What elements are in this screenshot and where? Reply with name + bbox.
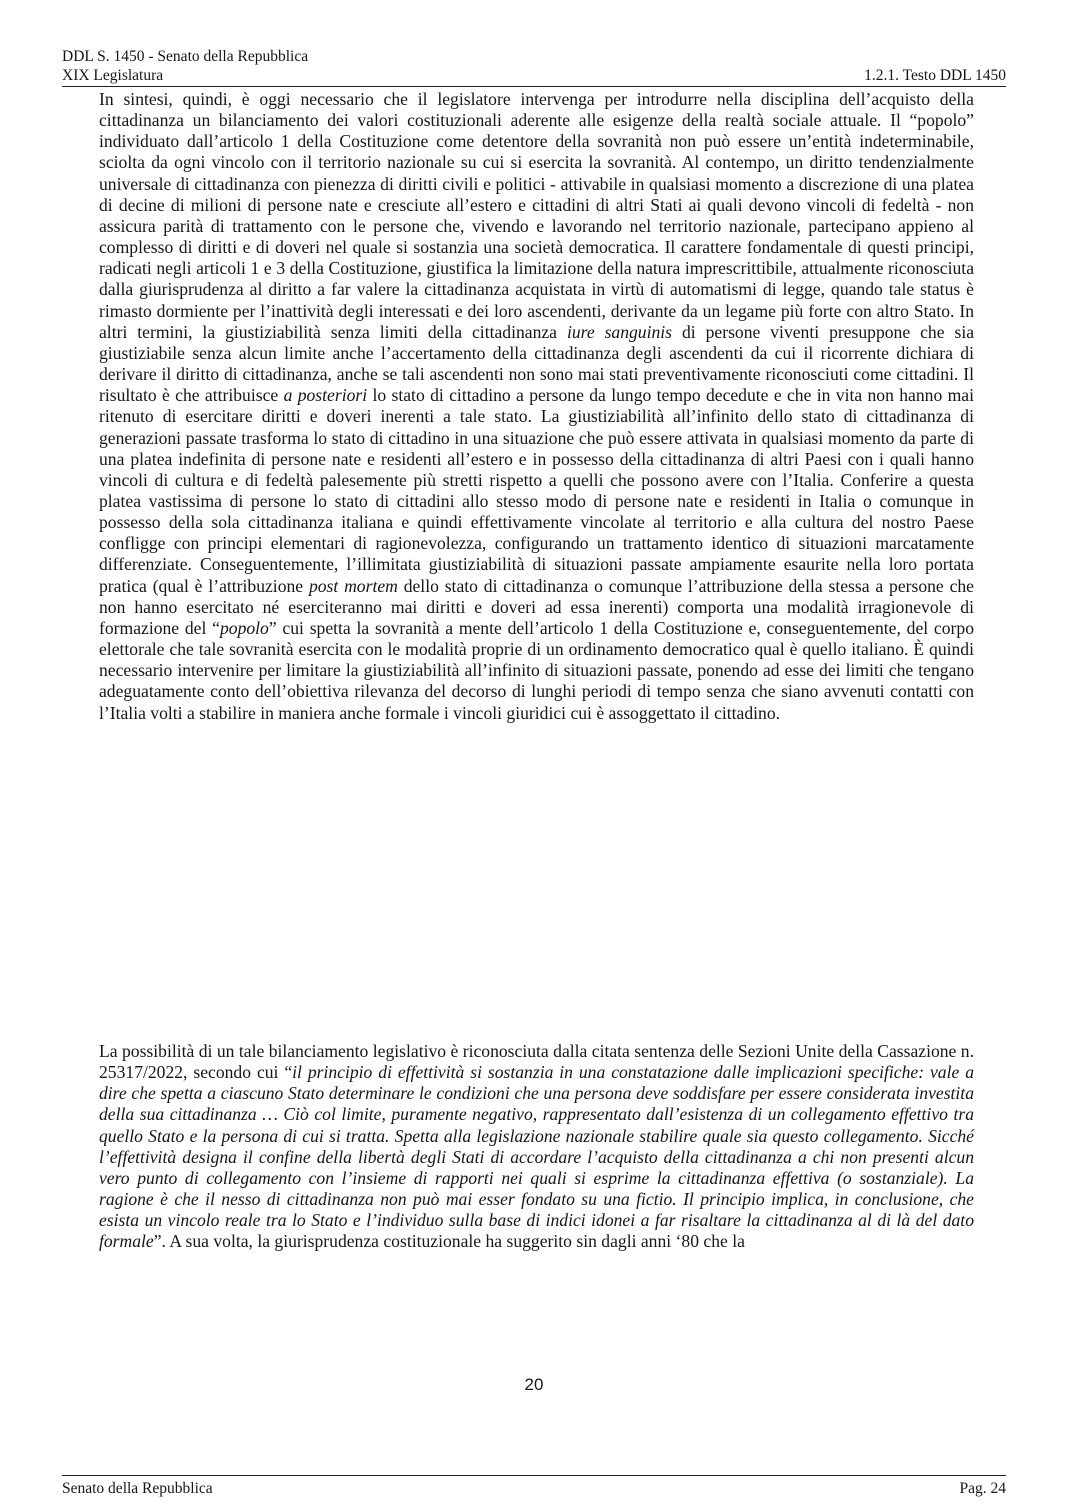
paragraph-1-text-4: dello stato di cittadinanza o comunque l’attribuzione della stessa a persone che non hanno esercitato né eserciteranno mai diritti e doveri ad essa inerenti) comporta una modalità irragionevole di formazione del “ [99, 575, 974, 638]
paragraph-1-text-5: ” cui spetta la sovranità a mente dell’articolo 1 della Costituzione e, conseguentemente, del corpo elettorale che tale sovranità esercita con le modalità proprie di un ordinamento democratico qual è quello italiano. È quindi necessario intervenire per limitare la giustiziabilità all’infinito di situazioni passate, ponendo ad esse dei limiti che tengano adeguatamente conto dell’obiettiva rilevanza del decorso di lunghi periodi di tempo senza che siano avvenuti contatti con l’Italia volti a stabilire in maniera anche formale i vincoli giuridici cui è assoggettato il cittadino. [99, 617, 974, 723]
paragraph-2-text-2: ”. A sua volta, la giurisprudenza costituzionale ha suggerito sin dagli anni ‘80 che la [153, 1231, 745, 1252]
paragraph-1-italic-3: post mortem [308, 575, 398, 596]
footer-divider [62, 1475, 1006, 1476]
paragraph-2-text-1: La possibilità di un tale bilanciamento legislativo è riconosciuta dalla citata sentenza delle Sezioni Unite della Cassazione n. 25317/2022, secondo cui “ [99, 1041, 974, 1083]
paragraph-1-text-2: di persone viventi presuppone che sia giustiziabile senza alcun limite anche l’accertamento della cittadinanza degli ascendenti da cui il ricorrente dichiara di derivare il diritto di cittadinanza, anche se tali ascendenti non sono mai stati preventivamente riconosciuti come cittadini. Il risultato è che attribuisce [99, 321, 975, 406]
paragraph-1-italic-2: a posteriori [283, 385, 368, 406]
footer [62, 1480, 1006, 1498]
inner-page-number: 20 [524, 1375, 544, 1394]
paragraph-1-text-1: In sintesi, quindi, è oggi necessario che il legislatore intervenga per introdurre nella disciplina dell’acquisto della cittadinanza un bilanciamento dei valori costituzionali aderente alle esigenze della realtà sociale attuale. Il “popolo” individuato dall’articolo 1 della Costituzione come detentore della sovranità non può essere un’entità indeterminabile, sciolta da ogni vincolo con il territorio nazionale su cui si esercita la sovranità. Al contempo, un diritto tendenzialmente universale di cittadinanza con pienezza di diritti civili e politici - attivabile in qualsiasi momento a discrezione di una platea di decine di milioni di persone nate e cresciute all’estero e cittadini di altri Stati ai quali devono vincoli di fedeltà - non assicura parità di trattamento con le persone che, vivendo e lavorando nel territorio nazionale, partecipano appieno al complesso di diritti e di doveri nel quale si sostanzia una società democratica. Il carattere fondamentale di questi principi, radicati negli articoli 1 e 3 della Costituzione, giustifica la limitazione della natura imprescrittibile, attualmente riconosciuta dalla giurisprudenza al diritto a far valere la cittadinanza acquistata in virtù di automatismi di legge, quando tale status è rimasto dormiente per l’inattività degli interessati e dei loro ascendenti, derivante da un legame più forte con altro Stato. In altri termini, la giustiziabilità senza limiti della cittadinanza [99, 89, 974, 342]
header-section: 1.2.1. Testo DDL 1450 [864, 67, 1006, 84]
footer-page: Pag. 24 [959, 1480, 1006, 1497]
paragraph-2 [99, 1041, 974, 1253]
header-legislature: XIX Legislatura [62, 67, 164, 84]
footer-left: Senato della Repubblica [62, 1480, 213, 1497]
document-title [62, 48, 1006, 66]
paragraph-1-italic-4: popolo [219, 617, 269, 638]
header-title: DDL S. 1450 - Senato della Repubblica [62, 48, 309, 65]
header-row [62, 67, 1006, 85]
paragraph-1-text-3: lo stato di cittadino a persone da lungo tempo decedute e che in vita non hanno mai ritenuto di esercitare diritti e doveri inerenti a tale stato. La giustiziabilità all’infinito dello stato di cittadinanza di generazioni passate trasforma lo stato di cittadino in una situazione che può essere attivata in qualsiasi momento da parte di una platea indefinita di persone nate e residenti all’estero e in possesso della cittadinanza di altri Paesi con i quali hanno vincoli di cultura e di fedeltà palesemente più stretti rispetto a quelli che possono avere con l’Italia. Conferire a questa platea vastissima di persone lo stato di cittadini allo stesso modo di persone nate e residenti in Italia o comunque in possesso della sola cittadinanza italiana e quindi effettivamente vincolate al territorio e alla cultura del nostro Paese confligge con principi elementari di ragionevolezza, configurando un trattamento identico di situazioni marcatamente differenziate. Conseguentemente, l’illimitata giustiziabilità di situazioni passate ampiamente esaurite nella loro portata pratica (qual è l’attribuzione [99, 385, 974, 596]
paragraph-1 [99, 89, 974, 724]
paragraph-2-quote: il principio di effettività si sostanzia in una constatazione dalle implicazioni specifiche: vale a dire che spetta a ciascuno Stato determinare le condizioni che una persona deve soddisfare per essere considerata investita della sua cittadinanza … Ciò col limite, puramente negativo, rappresentato dall’esistenza di un collegamento effettivo tra quello Stato e la persona di cui si tratta. Spetta alla legislazione nazionale stabilire quale sia questo collegamento. Sicché l’effettività designa il confine della libertà degli Stati di accordare l’acquisto della cittadinanza a chi non presenti alcun vero punto di collegamento con l’insieme di rapporti nei quali si esprime la cittadinanza effettiva (o sostanziale). La ragione è che il nesso di cittadinanza non può mai esser fondato su una fictio. Il principio implica, in conclusione, che esista un vincolo reale tra lo Stato e l’individuo sulla base di indici idonei a far risaltare la cittadinanza al di là del dato formale [99, 1062, 974, 1252]
header-divider [62, 86, 1006, 87]
paragraph-1-italic-1: iure sanguinis [566, 321, 673, 342]
